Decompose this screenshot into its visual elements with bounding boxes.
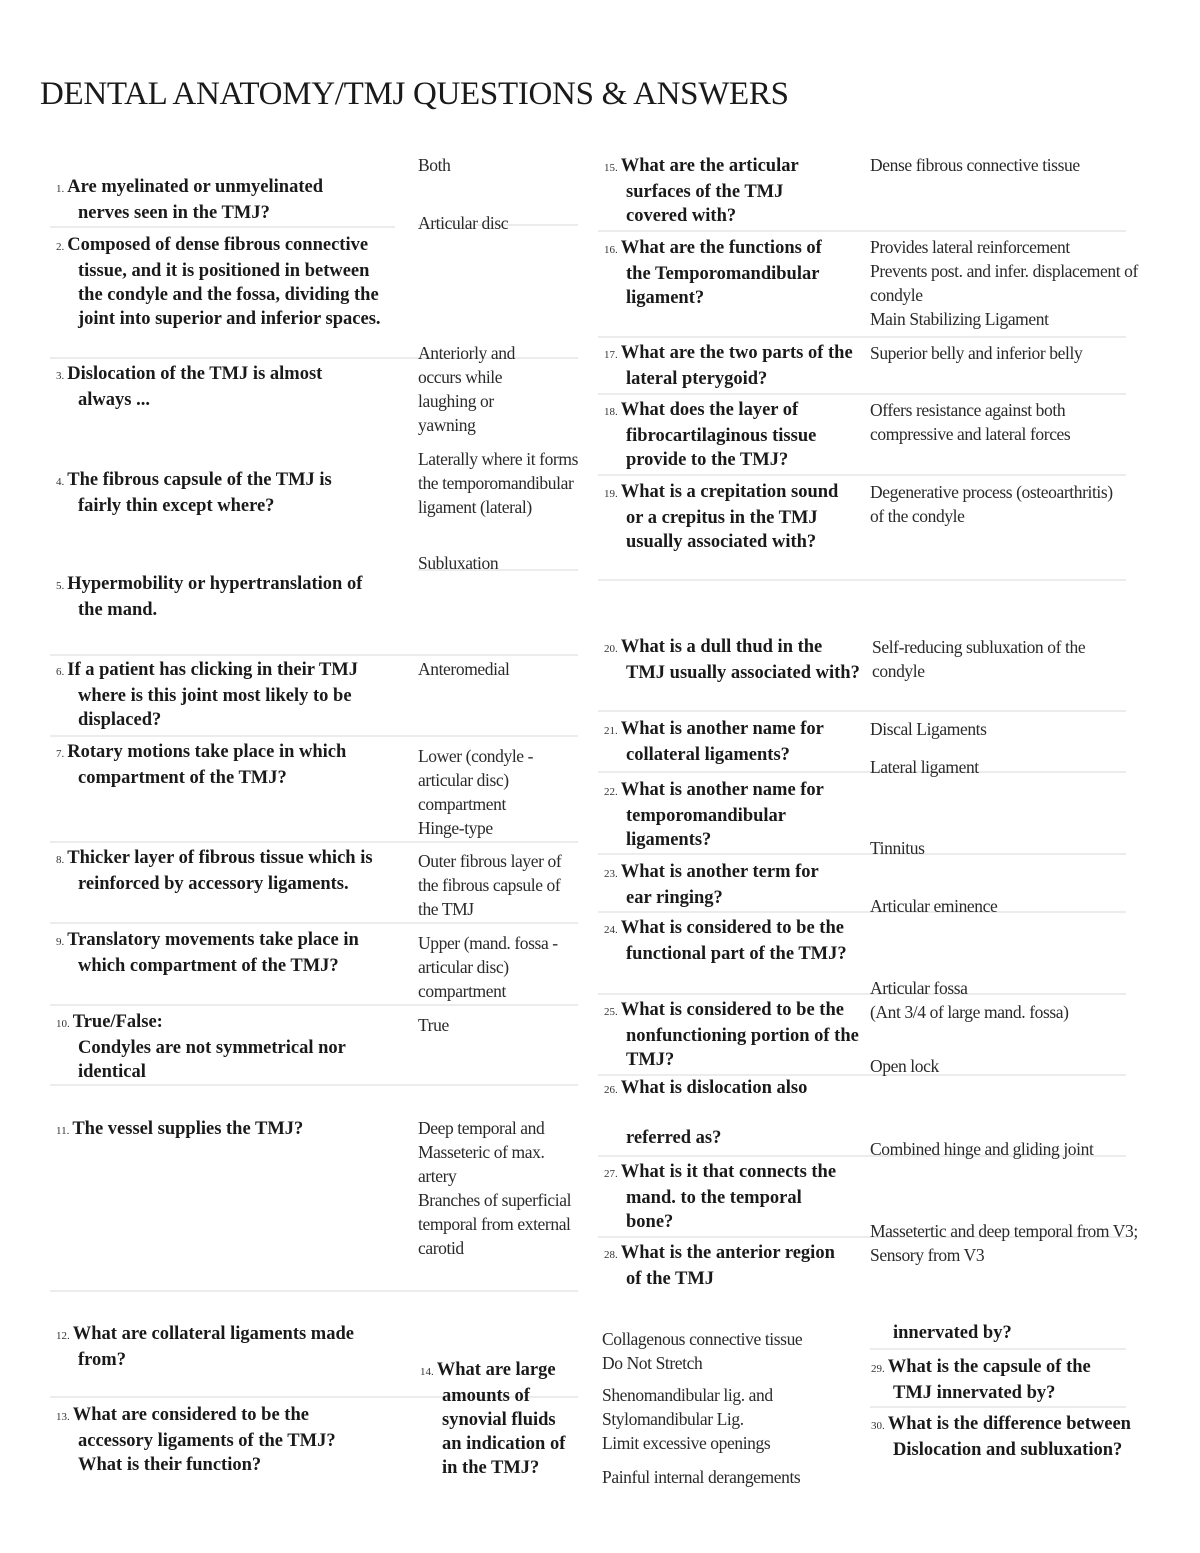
question-text: Composed of dense fibrous connective tissue, and it is positioned in between the condyle and the fossa, dividing the joint into superior and inferior spaces.	[67, 235, 381, 329]
question-text: Dislocation of the TMJ is almost always ...	[67, 364, 323, 410]
question-15	[604, 154, 844, 228]
divider	[50, 1004, 578, 1006]
question-number: 27.	[604, 1168, 618, 1180]
question-text: True/False: Condyles are not symmetrical nor identical	[72, 1012, 346, 1082]
question-25	[604, 998, 864, 1072]
question-11	[56, 1117, 381, 1143]
question-26	[604, 1076, 864, 1102]
answer-12: Collagenous connective tissue Do Not Stretch	[602, 1329, 803, 1373]
question-24	[604, 916, 864, 966]
answer-20: Self-reducing subluxation of the condyle	[872, 637, 1086, 681]
question-number: 23.	[604, 868, 618, 880]
question-26-continued: referred as?	[626, 1128, 722, 1148]
answer-4: Laterally where it forms the temporomandibular ligament (lateral)	[418, 449, 578, 517]
question-number: 22.	[604, 786, 618, 798]
question-2	[56, 233, 381, 331]
question-number: 24.	[604, 924, 618, 936]
question-text: What is the anterior region of the TMJ	[620, 1243, 835, 1289]
divider	[598, 393, 1126, 395]
page-title: DENTAL ANATOMY/TMJ QUESTIONS & ANSWERS	[40, 76, 789, 112]
question-number: 5.	[56, 580, 65, 592]
answer-23: Tinnitus	[870, 838, 925, 858]
question-text: What is a crepitation sound or a crepitus in the TMJ usually associated with?	[620, 482, 839, 552]
question-text: What is the capsule of the TMJ innervated by?	[887, 1357, 1091, 1403]
answer-27: Combined hinge and gliding joint	[870, 1139, 1094, 1159]
divider	[598, 336, 1126, 338]
answer-22: Lateral ligament	[870, 757, 979, 777]
divider	[870, 1406, 1126, 1408]
divider	[870, 1348, 1126, 1350]
answer-24: Articular eminence	[870, 896, 998, 916]
question-3	[56, 362, 376, 412]
question-text: What is the difference between Dislocation and subluxation?	[887, 1414, 1131, 1460]
question-9	[56, 928, 396, 978]
question-1	[56, 175, 376, 225]
answer-1: Both	[418, 155, 451, 175]
answer-5: Subluxation	[418, 553, 499, 573]
question-text: If a patient has clicking in their TMJ where is this joint most likely to be displaced?	[67, 660, 358, 730]
answer-25: Articular fossa (Ant 3/4 of large mand. fossa)	[870, 978, 1069, 1022]
answer-10: True	[418, 1015, 449, 1035]
answer-8: Outer fibrous layer of the fibrous capsule of the TMJ	[418, 851, 562, 919]
question-text: What are the articular surfaces of the TMJ covered with?	[620, 156, 799, 226]
answer-13: Shenomandibular lig. and Stylomandibular Lig. Limit excessive openings	[602, 1385, 773, 1453]
question-text: What is considered to be the functional part of the TMJ?	[620, 918, 847, 964]
question-text: What are large amounts of synovial fluids an indication of in the TMJ?	[436, 1360, 566, 1478]
answer-14: Painful internal derangements	[602, 1467, 801, 1487]
question-28	[604, 1241, 844, 1291]
question-number: 21.	[604, 725, 618, 737]
divider	[598, 710, 1126, 712]
question-18	[604, 398, 864, 472]
answer-28: Massetertic and deep temporal from V3; Sensory from V3	[870, 1221, 1138, 1265]
question-text: What are collateral ligaments made from?	[72, 1324, 354, 1370]
question-number: 28.	[604, 1249, 618, 1261]
question-text: What is another name for collateral ligaments?	[620, 719, 824, 765]
question-text: What are the functions of the Temporomandibular ligament?	[620, 238, 822, 308]
answer-7: Lower (condyle - articular disc) compartment Hinge-type	[418, 746, 534, 838]
question-number: 16.	[604, 244, 618, 256]
question-number: 30.	[871, 1420, 885, 1432]
question-number: 13.	[56, 1411, 70, 1423]
question-19	[604, 480, 844, 554]
question-text: Rotary motions take place in which compartment of the TMJ?	[67, 742, 347, 788]
question-text: Translatory movements take place in which compartment of the TMJ?	[67, 930, 359, 976]
question-number: 18.	[604, 406, 618, 418]
question-21	[604, 717, 844, 767]
question-number: 17.	[604, 349, 618, 361]
question-number: 3.	[56, 370, 65, 382]
question-text: What are considered to be the accessory ligaments of the TMJ? What is their function?	[72, 1405, 336, 1475]
question-number: 12.	[56, 1330, 70, 1342]
answer-21: Discal Ligaments	[870, 719, 987, 739]
question-number: 8.	[56, 854, 65, 866]
question-22	[604, 778, 844, 852]
question-5	[56, 572, 381, 622]
answer-16: Provides lateral reinforcement Prevents post. and infer. displacement of condyle Main Stabilizing Ligament	[870, 237, 1138, 329]
divider	[598, 230, 1126, 232]
question-number: 10.	[56, 1018, 70, 1030]
question-text: What does the layer of fibrocartilaginous tissue provide to the TMJ?	[620, 400, 817, 470]
answer-15: Dense fibrous connective tissue	[870, 155, 1080, 175]
question-number: 26.	[604, 1084, 618, 1096]
question-text: Are myelinated or unmyelinated nerves seen in the TMJ?	[67, 177, 323, 223]
answer-19: Degenerative process (osteoarthritis) of the condyle	[870, 482, 1113, 526]
question-text: What is it that connects the mand. to the temporal bone?	[620, 1162, 837, 1232]
question-number: 15.	[604, 162, 618, 174]
question-4	[56, 468, 376, 518]
question-text: Hypermobility or hypertranslation of the mand.	[67, 574, 363, 620]
divider	[50, 1084, 578, 1086]
question-14	[420, 1358, 570, 1480]
question-number: 9.	[56, 936, 65, 948]
question-text: What is dislocation also	[620, 1078, 808, 1098]
divider	[50, 1290, 578, 1292]
question-number: 19.	[604, 488, 618, 500]
question-text: What is another term for ear ringing?	[620, 862, 819, 908]
question-number: 14.	[420, 1366, 434, 1378]
divider	[50, 841, 578, 843]
question-17	[604, 341, 864, 391]
question-16	[604, 236, 844, 310]
answer-6: Anteromedial	[418, 659, 510, 679]
answer-11: Deep temporal and Masseteric of max. artery Branches of superficial temporal from external carotid	[418, 1118, 572, 1258]
question-13	[56, 1403, 376, 1477]
question-number: 20.	[604, 643, 618, 655]
question-6	[56, 658, 381, 732]
answer-9: Upper (mand. fossa - articular disc) compartment	[418, 933, 558, 1001]
question-text: What is a dull thud in the TMJ usually associated with?	[620, 637, 860, 683]
question-23	[604, 860, 844, 910]
question-number: 1.	[56, 183, 65, 195]
question-8	[56, 846, 381, 896]
question-20	[604, 635, 864, 685]
question-number: 6.	[56, 666, 65, 678]
question-27	[604, 1160, 844, 1234]
question-28-continued: innervated by?	[893, 1323, 1012, 1343]
question-29	[871, 1355, 1131, 1405]
question-number: 4.	[56, 476, 65, 488]
question-text: The vessel supplies the TMJ?	[72, 1119, 304, 1139]
question-text: What are the two parts of the lateral pterygoid?	[620, 343, 853, 389]
question-text: The fibrous capsule of the TMJ is fairly thin except where?	[67, 470, 332, 516]
question-number: 25.	[604, 1006, 618, 1018]
divider	[50, 922, 578, 924]
answer-18: Offers resistance against both compressive and lateral forces	[870, 400, 1071, 444]
question-number: 2.	[56, 241, 65, 253]
answer-3: Anteriorly and occurs while laughing or yawning	[418, 343, 515, 435]
question-number: 11.	[56, 1125, 70, 1137]
question-7	[56, 740, 381, 790]
question-10	[56, 1010, 386, 1084]
answer-17: Superior belly and inferior belly	[870, 343, 1083, 363]
question-12	[56, 1322, 396, 1372]
divider	[50, 226, 395, 228]
question-text: What is considered to be the nonfunctioning portion of the TMJ?	[620, 1000, 859, 1070]
question-text: What is another name for temporomandibular ligaments?	[620, 780, 824, 850]
divider	[50, 654, 578, 656]
divider	[50, 735, 578, 737]
question-number: 7.	[56, 748, 65, 760]
divider	[598, 579, 1126, 581]
divider	[598, 474, 1126, 476]
question-30	[871, 1412, 1131, 1462]
answer-2: Articular disc	[418, 213, 509, 233]
answer-26: Open lock	[870, 1056, 939, 1076]
question-text: Thicker layer of fibrous tissue which is reinforced by accessory ligaments.	[67, 848, 373, 894]
question-number: 29.	[871, 1363, 885, 1375]
